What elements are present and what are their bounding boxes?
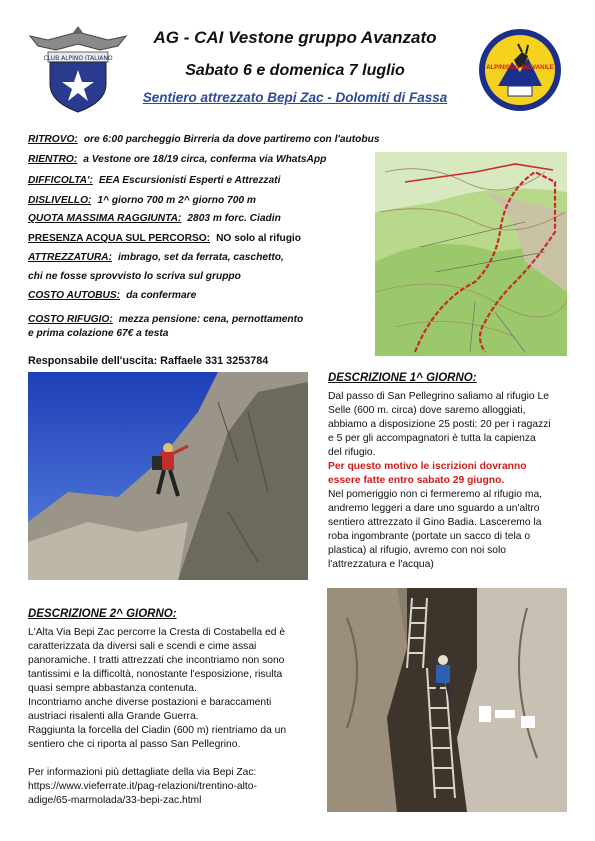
day1-line: andremo leggeri a dare uno sguardo a un'altro xyxy=(328,503,540,514)
difficolta-label: DIFFICOLTA': xyxy=(28,175,93,186)
attrezzatura-value: imbrago, set da ferrata, caschetto, xyxy=(117,252,284,263)
alpinismo-giovanile-logo xyxy=(478,28,562,112)
rifugio-line-2: e prima colazione 67€ a testa xyxy=(28,328,169,339)
acqua-label: PRESENZA ACQUA SUL PERCORSO: xyxy=(28,233,211,244)
autobus-value: da confermare xyxy=(126,290,197,301)
dislivello-label: DISLIVELLO: xyxy=(28,195,92,206)
quota-line xyxy=(28,213,281,224)
autobus-label: COSTO AUTOBUS: xyxy=(28,290,121,301)
acqua-value: NO solo al rifugio xyxy=(216,233,301,244)
more-info-link[interactable]: https://www.vieferrate.it/pag-relazioni/trentino-alto- xyxy=(28,781,257,792)
day1-line: l'attrezzatura e l'acqua) xyxy=(328,559,434,570)
day2-line: Raggiunta la forcella del Ciadin (600 m) rientriamo da un xyxy=(28,725,287,736)
dislivello-line xyxy=(28,195,256,206)
quota-label: QUOTA MASSIMA RAGGIUNTA: xyxy=(28,213,182,224)
ritrovo-line xyxy=(28,134,379,145)
responsabile-line: Responsabile dell'uscita: Raffaele 331 3253784 xyxy=(28,355,269,367)
day2-text xyxy=(28,626,318,752)
day1-warning-line: essere fatte entro sabato 29 giugno. xyxy=(328,475,505,486)
day2-line: tantissimi e la difficoltà, nonostante l'esposizione, risulta xyxy=(28,669,283,680)
day1-line: del rifugio. xyxy=(328,447,376,458)
rientro-label: RIENTRO: xyxy=(28,154,78,165)
rifugio-line xyxy=(28,314,303,325)
day2-line: sentiero che ci riporta al passo San Pellegrino. xyxy=(28,739,241,750)
day1-title: DESCRIZIONE 1^ GIORNO: xyxy=(328,372,477,384)
day1-line: plastica) al rifugio, avremo con noi solo xyxy=(328,545,506,556)
acqua-line xyxy=(28,233,301,244)
day1-line: roba ingombrante (portate un sacco di tela o xyxy=(328,531,531,542)
day1-line: Selle (600 m. circa) dove saremo alloggiati, xyxy=(328,405,526,416)
day2-title: DESCRIZIONE 2^ GIORNO: xyxy=(28,608,177,620)
dislivello-value: 1^ giorno 700 m 2^ giorno 700 m xyxy=(97,195,256,206)
day1-line: Dal passo di San Pellegrino saliamo al rifugio Le xyxy=(328,391,549,402)
day1-line: abbiamo a disposizione 25 posti: 20 per i ragazzi xyxy=(328,419,551,430)
event-date: Sabato 6 e domenica 7 luglio xyxy=(185,62,405,79)
day2-line: caratterizzata da diversi sali e scendi e cime assai xyxy=(28,641,257,652)
more-info-link[interactable]: adige/65-marmolada/33-bepi-zac.html xyxy=(28,795,202,806)
day2-line: austriaci risalenti alla Grande Guerra. xyxy=(28,711,199,722)
difficolta-line xyxy=(28,175,280,186)
day1-line: e 5 per gli accompagnatori è tutta la capienza xyxy=(328,433,536,444)
day1-text xyxy=(328,390,568,572)
ritrovo-label: RITROVO: xyxy=(28,134,78,145)
day1-warning-line: Per questo motivo le iscrizioni dovranno xyxy=(328,461,527,472)
climber-photo xyxy=(28,372,308,580)
day2-line: L'Alta Via Bepi Zac percorre la Cresta di Costabella ed è xyxy=(28,627,286,638)
autobus-line xyxy=(28,290,196,301)
difficolta-value: EEA Escursionisti Esperti e Attrezzati xyxy=(98,175,281,186)
quota-value: 2803 m forc. Ciadin xyxy=(187,213,281,224)
attrezzatura-label: ATTREZZATURA: xyxy=(28,252,112,263)
attrezzatura-line xyxy=(28,252,284,263)
page-title: AG - CAI Vestone gruppo Avanzato xyxy=(153,28,437,47)
ritrovo-value: ore 6:00 parcheggio Birreria da dove partiremo con l'autobus xyxy=(83,134,380,145)
attrezzatura-line-2: chi ne fosse sprovvisto lo scriva sul gruppo xyxy=(28,271,241,282)
rientro-value: a Vestone ore 18/19 circa, conferma via WhatsApp xyxy=(83,154,327,165)
day2-line: quasi sempre abbastanza contenuta. xyxy=(28,683,197,694)
more-info-line: Per informazioni più dettagliate della via Bepi Zac: xyxy=(28,767,257,778)
rifugio-label: COSTO RIFUGIO: xyxy=(28,314,113,325)
day1-line: Nel pomeriggio non ci fermeremo al rifugio ma, xyxy=(328,489,543,500)
day1-line: sentiero attrezzato il Gino Badia. Lasceremo la xyxy=(328,517,542,528)
ladder-photo xyxy=(327,588,567,812)
route-map-image xyxy=(375,152,567,356)
more-info-text xyxy=(28,766,318,808)
rientro-line xyxy=(28,154,326,165)
rifugio-value: mezza pensione: cena, pernottamento xyxy=(118,314,304,325)
day2-line: Incontriamo anche diverse postazioni e baraccamenti xyxy=(28,697,272,708)
day2-line: panoramiche. I tratti attrezzati che incontriamo non sono xyxy=(28,655,285,666)
alpinismo-giovanile-logo-text: ALPINISMO GIOVANILE xyxy=(486,65,554,71)
route-title: Sentiero attrezzato Bepi Zac - Dolomiti di Fassa xyxy=(142,90,448,105)
cai-logo-text: CLUB ALPINO ITALIANO xyxy=(43,55,113,62)
